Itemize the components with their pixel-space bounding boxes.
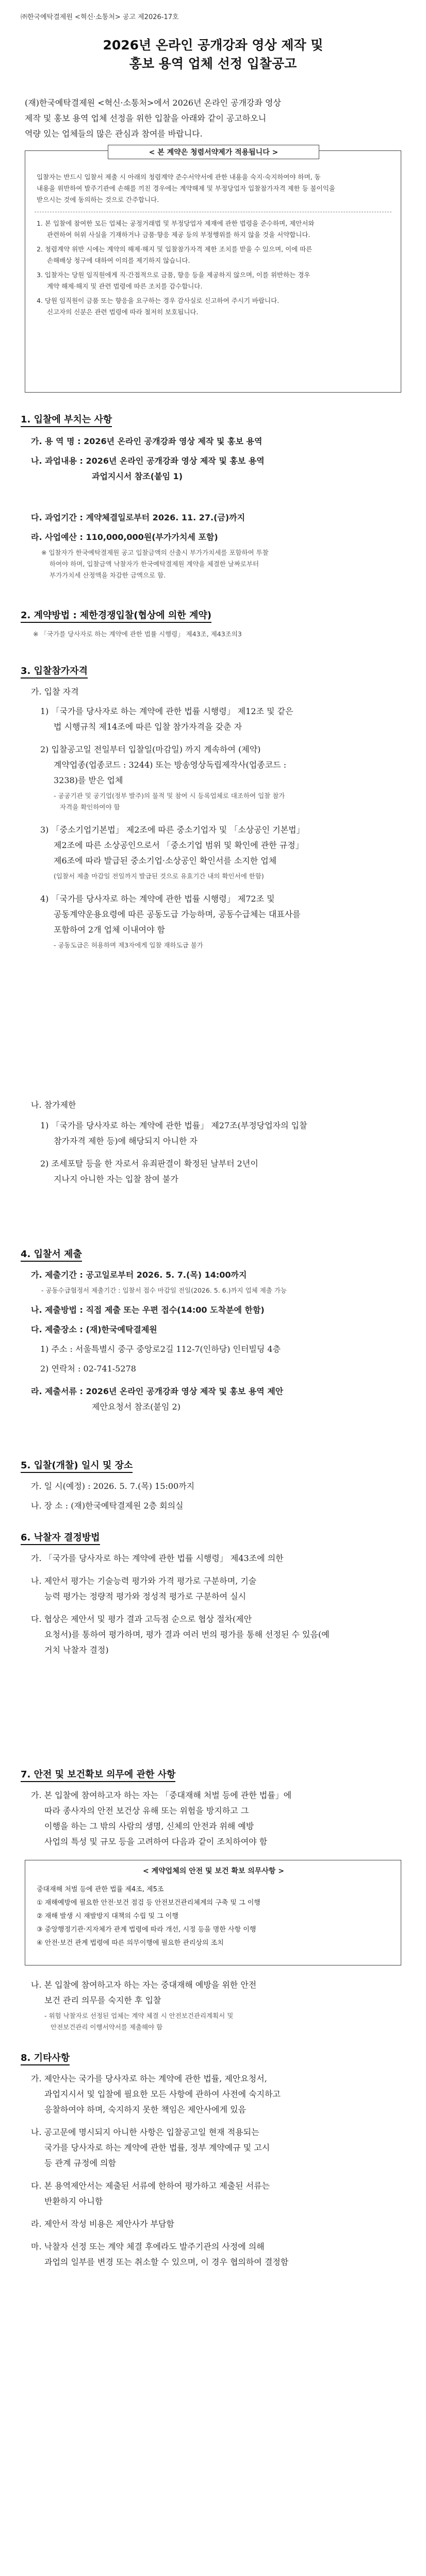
section-4-title: 4. 입찰서 제출 (21, 1247, 82, 1260)
safety-duty-line: 중대재해 처벌 등에 관한 법률 제4조, 제5조 (37, 1886, 164, 1893)
safety-item: 이행을 하는 그 밖의 사람의 생명, 신체의 안전과 위해 예방 (44, 1821, 254, 1831)
safety-duty-line: ① 재해예방에 필요한 안전·보건 점검 등 안전보건관리체계의 구축 및 그 이행 (37, 1899, 260, 1907)
eligibility-note: (입찰서 제출 마감일 전일까지 발급된 것으로 유효기간 내의 확인서에 한함) (54, 872, 264, 880)
eligibility-item: 공동계약운용요령에 따른 공동도급 가능하며, 공동수급체는 대표사를 (54, 909, 301, 919)
eligibility-item: 3) 「중소기업기본법」 제2조에 따른 중소기업자 및 「소상공인 기본법」 (40, 825, 305, 835)
section-3-title: 3. 입찰참가자격 (21, 664, 88, 677)
limit-item: 2) 조세포탈 등을 한 자로서 유죄판결이 확정된 날부터 2년이 (40, 1159, 258, 1168)
eligibility-item: 3238)를 받은 업체 (54, 775, 123, 785)
participation-limit-heading: 나. 참가제한 (31, 1100, 76, 1110)
misc-item: 과업지시서 및 입찰에 필요한 모든 사항에 관하여 사전에 숙지하고 (44, 2089, 281, 2099)
safety-duty-box (25, 1860, 401, 1965)
eligibility-item: 제6조에 따라 발급된 중소기업·소상공인 확인서를 소지한 업체 (54, 856, 277, 866)
submission-note: - 공동수급협정서 제출기간 : 입찰서 접수 마감일 전일(2026. 5. 6.)까지 업체 제출 가능 (41, 1286, 287, 1294)
eligibility-heading: 가. 입찰 자격 (31, 687, 79, 697)
safety-item: 가. 본 입찰에 참여하고자 하는 자는 「중대재해 처벌 등에 관한 법률」에 (31, 1790, 292, 1800)
award-method-item: 가. 「국가를 당사자로 하는 계약에 관한 법률 시행령」 제43조에 의한 (31, 1553, 284, 1563)
title-line-1: 2026년 온라인 공개강좌 영상 제작 및 (103, 38, 323, 53)
safety-note: 안전보건관리 이행서약서를 제출해야 함 (51, 2023, 163, 2031)
safety-note: - 위험 낙찰자로 선정된 업체는 계약 체결 시 안전보건관리계획서 및 (44, 2012, 234, 2020)
limit-item: 1) 「국가를 당사자로 하는 계약에 관한 법률」 제27조(부정당업자의 입찰 (40, 1121, 307, 1130)
safety-duty-line: ③ 중앙행정기관·지자체가 관계 법령에 따라 개선, 시정 등을 명한 사항 이행 (37, 1926, 256, 1934)
integrity-pledge-box (25, 150, 401, 393)
budget-note: 하여야 하며, 입찰금액 낙찰자가 한국예탁결제원 계약을 체결한 날짜로부터 (50, 560, 259, 568)
submission-method: 나. 제출방법 : 직접 제출 또는 우편 접수(14:00 도착분에 한함) (31, 1305, 265, 1315)
pledge-item: 3. 입찰자는 당원 임직원에게 직·간접적으로 금품, 향응 등을 제공하지 않으며, 이를 위반하는 경우 계약 해제·해지 및 관련 법령에 따른 조치를 감수합니다. (37, 271, 310, 290)
award-method-item: 거치 낙찰자 결정) (44, 1645, 109, 1655)
safety-item: 따라 종사자의 안전 보건상 유해 또는 위험을 방지하고 그 (44, 1806, 249, 1816)
misc-item: 응찰하여야 하며, 숙지하지 못한 책임은 제안사에게 있음 (44, 2105, 247, 2114)
limit-item: 참가자격 제한 등)에 해당되지 아니한 자 (54, 1136, 198, 1146)
box-intro-line: 입찰자는 반드시 입찰서 제출 시 아래의 청렴계약 준수서약서에 관한 내용을 숙지·숙지하여야 하며, 동 (37, 173, 321, 181)
intro-line: 제작 및 홍보 용역 업체 선정을 위한 입찰을 아래와 같이 공고하오니 (25, 113, 267, 123)
contract-law-note: ※ 「국가를 당사자로 하는 계약에 관한 법률 시행령」 제43조, 제43조의3 (33, 630, 242, 638)
eligibility-item: 포함하여 2개 업체 이내여야 함 (54, 925, 165, 935)
submission-documents-ref: 제안요청서 참조(붙임 2) (92, 1402, 181, 1412)
safety-item: 보건 관리 의무를 숙지한 후 입찰 (44, 1995, 161, 2005)
safety-duty-line: ④ 안전·보건 관계 법령에 따른 의무이행에 필요한 관리상의 조치 (37, 1939, 224, 1947)
submission-phone: 2) 연락처 : 02-741-5278 (40, 1364, 136, 1374)
safety-item: 사업의 특성 및 규모 등을 고려하여 다음과 같이 조치하여야 함 (44, 1837, 268, 1846)
eligibility-item: 2) 입찰공고일 전일부터 입찰일(마감일) 까지 계속하여 (제약) (40, 744, 261, 754)
opening-place: 나. 장 소 : (재)한국예탁결제원 2층 회의실 (31, 1501, 184, 1511)
eligibility-item: 제2조에 따른 소상공인으로서 「중소기업 범위 및 확인에 관한 규정」 (54, 840, 304, 850)
title-line-2: 홍보 용역 업체 선정 입찰공고 (129, 56, 297, 71)
misc-item: 등 관계 규정에 의함 (44, 2158, 116, 2168)
section-8-title: 8. 기타사항 (21, 2050, 70, 2064)
pledge-item: 2. 청렴계약 위반 시에는 계약의 해제·해지 및 입찰참가자격 제한 조치를 받을 수 있으며, 이에 따른 손해배상 청구에 대하여 이의를 제기하지 않습니다. (37, 245, 313, 264)
award-method-item: 나. 제안서 평가는 기술능력 평가와 가격 평가로 구분하며, 기술 (31, 1576, 257, 1586)
eligibility-note: - 공동도급은 허용하며 제3자에게 입찰 재하도급 불가 (54, 941, 203, 949)
safety-duty-list (37, 1883, 390, 1950)
safety-duty-heading: < 계약업체의 안전 및 보건 확보 의무사항 > (143, 1867, 284, 1875)
misc-item: 라. 제안서 작성 비용은 제안사가 부담함 (31, 2219, 174, 2229)
notice-title (0, 36, 426, 73)
award-method-item: 요청서)를 통하여 평가하며, 평가 결과 여러 번의 평가를 통해 선정된 수 있음(예 (44, 1630, 330, 1639)
task-content-ref: 과업지시서 참조(붙임 1) (92, 471, 183, 481)
section-7-title: 7. 안전 및 보건확보 의무에 관한 사항 (21, 1767, 175, 1781)
task-content: 나. 과업내용 : 2026년 온라인 공개강좌 영상 제작 및 홍보 용역 (31, 456, 265, 466)
notice-number: ㈜한국예탁결제원 <혁신·소통처> 공고 제2026-17호 (21, 13, 179, 21)
section-5-title: 5. 입찰(개찰) 일시 및 장소 (21, 1458, 133, 1471)
budget-note: 부가가치세 산정액을 차감한 금액으로 함. (50, 571, 166, 579)
limit-item: 지나지 아니한 자는 입찰 참여 불가 (54, 1174, 178, 1184)
eligibility-item: 1) 「국가를 당사자로 하는 계약에 관한 법률 시행령」 제12조 및 같은 (40, 706, 293, 716)
opening-datetime: 가. 일 시(예정) : 2026. 5. 7.(목) 15:00까지 (31, 1481, 195, 1491)
box-intro-line: 받으시는 것에 동의하는 것으로 간주합니다. (37, 196, 159, 204)
box-intro-line: 내용을 위반하여 발주기관에 손해를 끼친 경우에는 계약해제 및 부정당업자 입찰참가자격 제한 등 불이익을 (37, 184, 335, 192)
service-name: 가. 용 역 명 : 2026년 온라인 공개강좌 영상 제작 및 홍보 용역 (31, 436, 263, 446)
intro-paragraph (25, 95, 401, 142)
section-2-title: 2. 계약방법 : 제한경쟁입찰(협상에 의한 계약) (21, 608, 211, 621)
submission-period: 가. 제출기간 : 공고일로부터 2026. 5. 7.(목) 14:00까지 (31, 1270, 247, 1280)
section-1-title: 1. 입찰에 부치는 사항 (21, 412, 112, 426)
section-6-title: 6. 낙찰자 결정방법 (21, 1530, 100, 1544)
safety-item: 나. 본 입찰에 참여하고자 하는 자는 중대재해 예방을 위한 안전 (31, 1980, 257, 1990)
award-method-item: 능력 평가는 정량적 평가와 정성적 평가로 구분하여 실시 (44, 1591, 247, 1601)
safety-duty-line: ② 재해 발생 시 재발방지 대책의 수립 및 그 이행 (37, 1912, 178, 1920)
integrity-pledge-heading: < 본 계약은 청렴서약제가 적용됩니다 > (108, 145, 319, 159)
misc-item: 반환하지 아니함 (44, 2196, 103, 2206)
eligibility-note: - 공공기관 및 공기업(정부 발주)의 물적 및 참여 시 등록업체로 대조하여 입찰 참가 (54, 792, 285, 800)
misc-item: 나. 공고문에 명시되지 아니한 사항은 입찰공고일 현재 적용되는 (31, 2127, 259, 2137)
submission-documents: 라. 제출서류 : 2026년 온라인 공개강좌 영상 제작 및 홍보 용역 제안 (31, 1386, 284, 1396)
intro-line: 역량 있는 업체들의 많은 관심과 참여를 바랍니다. (25, 129, 203, 139)
pledge-item: 4. 당원 임직원이 금품 또는 향응을 요구하는 경우 감사실로 신고하여 주시기 바랍니다. 신고자의 신분은 관련 법령에 따라 철저히 보호됩니다. (37, 297, 280, 316)
misc-item: 가. 제안사는 국가를 당사자로 하는 계약에 관한 법률, 제안요청서, (31, 2074, 267, 2083)
budget: 라. 사업예산 : 110,000,000원(부가가치세 포함) (31, 532, 218, 542)
submission-address: 1) 주소 : 서울특별시 중구 중앙로2길 112-7(인하당) 인터빌딩 4층 (40, 1344, 281, 1354)
misc-item: 과업의 일부를 변경 또는 취소할 수 있으며, 이 경우 협의하여 결정함 (44, 2257, 289, 2267)
intro-line: (재)한국예탁결제원 <혁신·소통처>에서 2026년 온라인 공개강좌 영상 (25, 98, 281, 108)
eligibility-item: 계약업종(업종코드 : 3244) 또는 방송영상독립제작사(업종코드 : (54, 760, 287, 770)
eligibility-item: 4) 「국가를 당사자로 하는 계약에 관한 법률 시행령」 제72조 및 (40, 894, 275, 904)
budget-note: ※ 입찰자가 한국예탁결제원 공고 입찰금액의 산출시 부가가치세를 포함하여 투찰 (41, 549, 269, 556)
misc-item: 다. 본 용역제안서는 제출된 서류에 한하여 평가하고 제출된 서류는 (31, 2181, 270, 2191)
submission-place: 다. 제출장소 : (재)한국예탁결제원 (31, 1325, 157, 1334)
integrity-pledge-items (37, 218, 390, 321)
award-method-item: 다. 협상은 제안서 및 평가 결과 고득점 순으로 협상 절차(제안 (31, 1614, 252, 1624)
eligibility-note: 자격을 확인하여야 함 (60, 803, 120, 811)
task-period: 다. 과업기간 : 계약체결일로부터 2026. 11. 27.(금)까지 (31, 513, 245, 522)
pledge-item: 1. 본 입찰에 참여한 모든 업체는 공정거래법 및 부정당업자 제재에 관한 법령을 준수하며, 제안서와 관련하여 허위 사실을 기재하거나 금품·향응 제공 등의 부정행위를 하지 않을 것을 서약합니다. (37, 219, 315, 239)
integrity-pledge-intro (37, 172, 390, 206)
misc-item: 국가를 당사자로 하는 계약에 관한 법률, 정부 계약예규 및 고시 (44, 2143, 270, 2153)
eligibility-item: 법 시행규칙 제14조에 따른 입찰 참가자격을 갖춘 자 (54, 722, 242, 732)
misc-item: 마. 낙찰자 선정 또는 계약 체결 후에라도 발주기관의 사정에 의해 (31, 2242, 265, 2251)
